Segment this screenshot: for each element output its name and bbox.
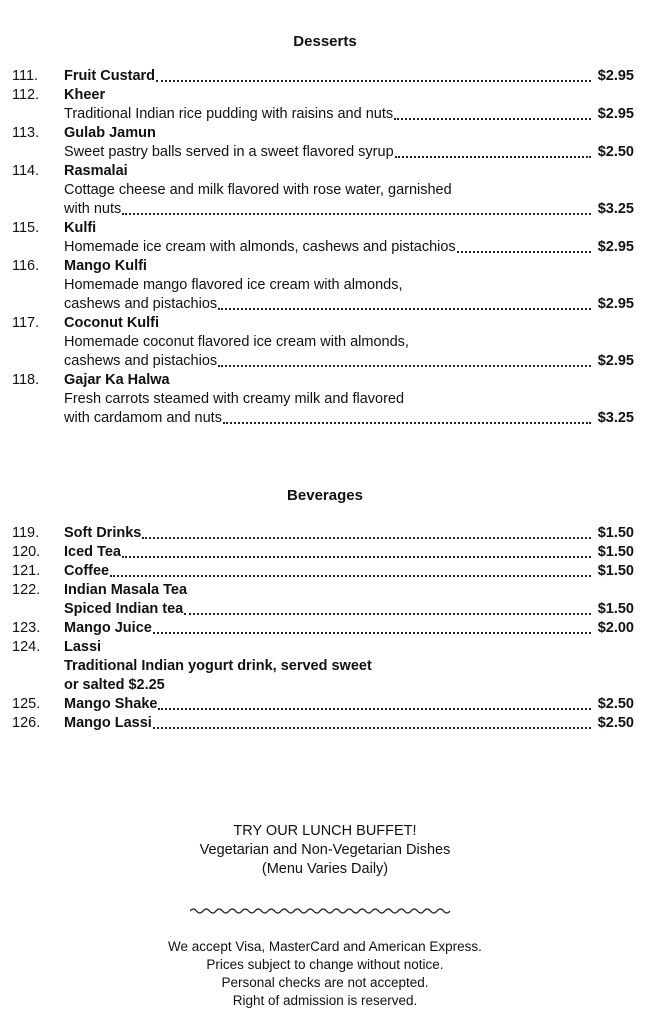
item-number: 123. <box>12 620 41 636</box>
item-title-line <box>12 371 634 390</box>
item-description-line <box>12 600 634 619</box>
item-name: Mango Lassi <box>64 715 152 731</box>
item-description-line <box>12 295 634 314</box>
squiggle-divider <box>190 906 452 916</box>
item-price: $2.50 <box>597 715 634 731</box>
item-name: Kheer <box>64 87 106 103</box>
item-description: Sweet pastry balls served in a sweet flavored syrup <box>64 144 394 160</box>
dot-leader <box>153 727 591 729</box>
item-description-line <box>12 181 634 200</box>
menu-item <box>12 371 634 428</box>
item-name: Mango Kulfi <box>64 258 147 274</box>
item-number: 112. <box>12 87 40 103</box>
menu-item <box>12 86 634 124</box>
item-price: $2.95 <box>597 106 634 122</box>
item-description-line <box>12 676 634 695</box>
dot-leader <box>457 251 591 253</box>
item-number: 113. <box>12 125 40 141</box>
menu-item <box>12 257 634 314</box>
dot-leader <box>122 213 591 215</box>
desserts-heading: Desserts <box>293 33 357 50</box>
item-description: Homemade mango flavored ice cream with almonds, <box>64 277 403 293</box>
item-description: with cardamom and nuts <box>64 410 222 426</box>
menu-item <box>12 638 634 695</box>
lunch-buffet-promo <box>0 822 650 879</box>
item-number: 111. <box>12 68 39 84</box>
item-name: Gulab Jamun <box>64 125 156 141</box>
dot-leader <box>110 575 591 577</box>
dot-leader <box>184 613 591 615</box>
item-description-line <box>12 333 634 352</box>
item-title-line <box>12 257 634 276</box>
item-price: $3.25 <box>597 410 634 426</box>
item-price: $1.50 <box>597 525 634 541</box>
item-number: 124. <box>12 639 41 655</box>
item-description-line <box>12 409 634 428</box>
item-title-line <box>12 314 634 333</box>
item-description-line <box>12 143 634 162</box>
item-description: Spiced Indian tea <box>64 601 184 617</box>
item-description-line <box>12 200 634 219</box>
note-line: Prices subject to change without notice. <box>206 957 444 972</box>
item-title-line <box>12 219 634 238</box>
item-title-line <box>12 67 634 86</box>
menu-item <box>12 714 634 733</box>
item-description: with nuts <box>64 201 122 217</box>
item-price: $2.95 <box>597 296 634 312</box>
menu-item <box>12 695 634 714</box>
item-title-line <box>12 86 634 105</box>
item-description-line <box>12 238 634 257</box>
item-description-line <box>12 657 634 676</box>
menu-item <box>12 543 634 562</box>
item-description: Homemade coconut flavored ice cream with almonds, <box>64 334 409 350</box>
item-description-line <box>12 105 634 124</box>
menu-item <box>12 562 634 581</box>
item-price: $3.25 <box>597 201 634 217</box>
item-title-line <box>12 124 634 143</box>
beverages-heading: Beverages <box>287 487 363 504</box>
item-name: Mango Juice <box>64 620 152 636</box>
dot-leader <box>395 156 591 158</box>
item-number: 120. <box>12 544 41 560</box>
item-number: 125. <box>12 696 41 712</box>
menu-item <box>12 581 634 619</box>
item-price: $2.95 <box>597 239 634 255</box>
item-price: $2.95 <box>597 353 634 369</box>
item-name: Soft Drinks <box>64 525 142 541</box>
item-number: 117. <box>12 315 40 331</box>
item-description: Fresh carrots steamed with creamy milk and flavored <box>64 391 405 407</box>
item-number: 118. <box>12 372 40 388</box>
item-name: Rasmalai <box>64 163 128 179</box>
item-name: Lassi <box>64 639 102 655</box>
item-number: 115. <box>12 220 40 236</box>
menu-item <box>12 67 634 86</box>
item-price: $2.95 <box>597 68 634 84</box>
item-title-line <box>12 543 634 562</box>
dot-leader <box>158 708 591 710</box>
dot-leader <box>218 308 591 310</box>
promo-headline: TRY OUR LUNCH BUFFET! <box>233 823 417 839</box>
item-number: 121. <box>12 563 41 579</box>
item-number: 119. <box>12 525 40 541</box>
dot-leader <box>156 80 591 82</box>
item-name: Mango Shake <box>64 696 158 712</box>
item-price: $2.50 <box>597 696 634 712</box>
item-description: or salted $2.25 <box>64 677 165 693</box>
note-line: Right of admission is reserved. <box>232 993 418 1008</box>
item-number: 114. <box>12 163 40 179</box>
promo-subtitle: Vegetarian and Non-Vegetarian Dishes <box>199 842 451 858</box>
item-title-line <box>12 562 634 581</box>
item-price: $2.00 <box>597 620 634 636</box>
menu-item <box>12 314 634 371</box>
dot-leader <box>122 556 591 558</box>
menu-item <box>12 124 634 162</box>
item-price: $1.50 <box>597 563 634 579</box>
item-description-line <box>12 390 634 409</box>
promo-note: (Menu Varies Daily) <box>261 861 389 877</box>
item-description: Traditional Indian rice pudding with raisins and nuts <box>64 106 394 122</box>
dot-leader <box>218 365 591 367</box>
item-name: Fruit Custard <box>64 68 156 84</box>
item-name: Indian Masala Tea <box>64 582 188 598</box>
menu-item <box>12 162 634 219</box>
item-title-line <box>12 695 634 714</box>
item-name: Iced Tea <box>64 544 121 560</box>
menu-item <box>12 524 634 543</box>
menu-item <box>12 619 634 638</box>
note-line: Personal checks are not accepted. <box>221 975 429 990</box>
payment-notes <box>0 938 650 1010</box>
item-name: Coffee <box>64 563 110 579</box>
item-title-line <box>12 714 634 733</box>
item-title-line <box>12 638 634 657</box>
item-description: Homemade ice cream with almonds, cashews and pistachios <box>64 239 456 255</box>
item-description-line <box>12 352 634 371</box>
item-description: cashews and pistachios <box>64 296 218 312</box>
item-name: Kulfi <box>64 220 97 236</box>
item-title-line <box>12 619 634 638</box>
item-description-line <box>12 276 634 295</box>
item-description: Cottage cheese and milk flavored with rose water, garnished <box>64 182 452 198</box>
dot-leader <box>153 632 591 634</box>
beverages-list <box>12 524 634 733</box>
item-name: Gajar Ka Halwa <box>64 372 170 388</box>
item-title-line <box>12 162 634 181</box>
item-title-line <box>12 524 634 543</box>
dot-leader <box>394 118 591 120</box>
item-name: Coconut Kulfi <box>64 315 160 331</box>
item-number: 116. <box>12 258 40 274</box>
item-price: $2.50 <box>597 144 634 160</box>
dot-leader <box>223 422 591 424</box>
item-description: cashews and pistachios <box>64 353 218 369</box>
dot-leader <box>142 537 591 539</box>
item-title-line <box>12 581 634 600</box>
item-description: Traditional Indian yogurt drink, served sweet <box>64 658 372 674</box>
item-number: 122. <box>12 582 41 598</box>
item-number: 126. <box>12 715 41 731</box>
desserts-list <box>12 67 634 428</box>
menu-item <box>12 219 634 257</box>
note-line: We accept Visa, MasterCard and American Express. <box>168 939 482 954</box>
item-price: $1.50 <box>597 544 634 560</box>
item-price: $1.50 <box>597 601 634 617</box>
